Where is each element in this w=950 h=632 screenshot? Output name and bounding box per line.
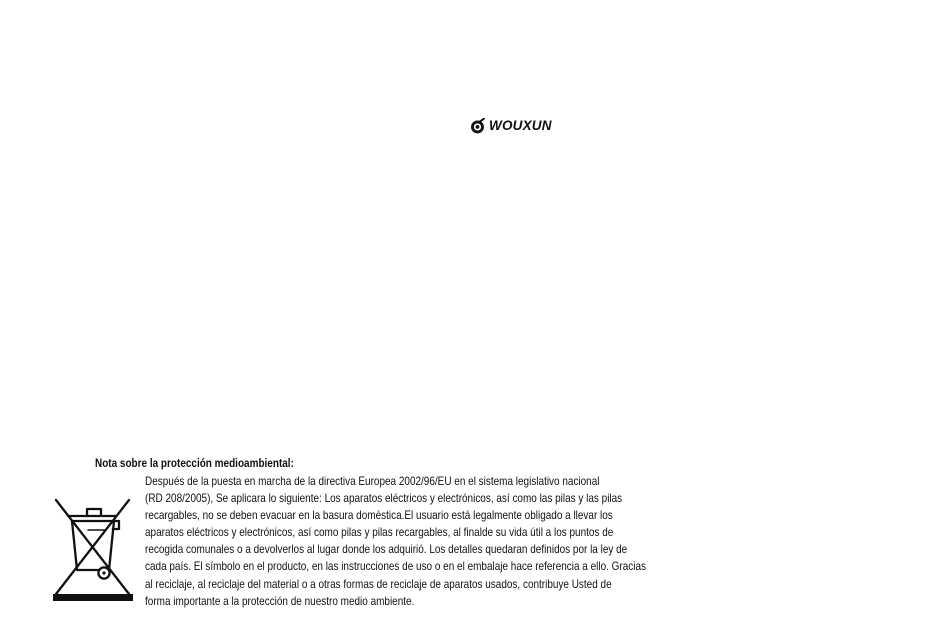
wouxun-logo-icon (469, 118, 486, 135)
brand-logo (469, 116, 552, 136)
notice-line: al reciclaje, al reciclaje del material o a otras formas de reciclaje de aparatos usados, contribuye Usted de (145, 577, 612, 591)
notice-line: forma importante a la protección de nuestro medio ambiente. (145, 594, 415, 608)
notice-line: cada país. El símbolo en el producto, en las instrucciones de uso o en el embalaje hace referencia a ello. Gracias (145, 560, 647, 574)
notice-line: Después de la puesta en marcha de la directiva Europea 2002/96/EU en el sistema legislativo nacional (145, 475, 600, 488)
crossed-out-wheelie-bin-icon (52, 494, 134, 602)
notice-title: Nota sobre la protección medioambiental: (95, 457, 294, 470)
notice-line: aparatos eléctricos y electrónicos, así como pilas y pilas recargables, al finalde su vida útil a los puntos de (145, 526, 614, 540)
notice-line: (RD 208/2005), Se aplicara lo siguiente: Los aparatos eléctricos y electrónicos, así como las pilas y las pilas (145, 492, 623, 506)
notice-line: recargables, no se deben evacuar en la basura doméstica.El usuario está legalmente obligado a llevar los (145, 509, 613, 523)
notice-body (145, 473, 845, 610)
brand-name: WOUXUN (489, 118, 552, 134)
notice-line: recogida comunales o a devolverlos al lugar donde los adquirió. Los detalles quedaran definidos por la ley de (145, 543, 628, 557)
